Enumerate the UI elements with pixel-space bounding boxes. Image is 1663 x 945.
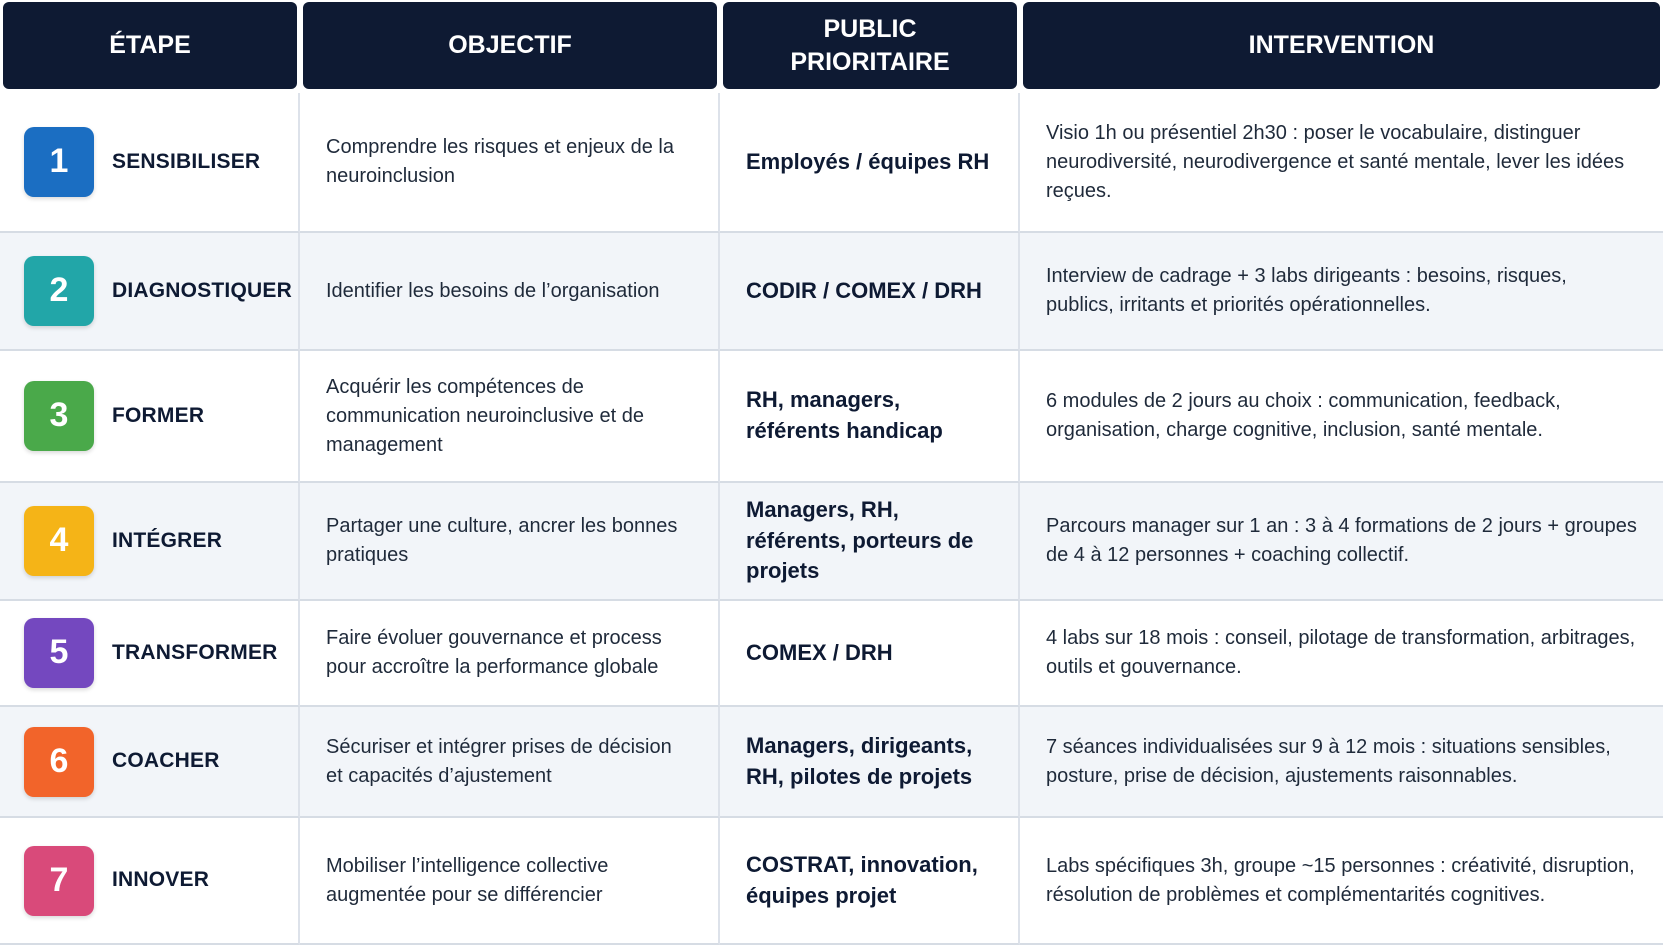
intervention-text: 7 séances individualisées sur 9 à 12 mois : situations sensibles, posture, prise de décision, ajustements raisonnables. [1046,735,1611,787]
public-cell [720,707,1020,818]
objective-cell [300,601,720,707]
step-name: DIAGNOSTIQUER [112,278,292,302]
step-number-badge: 5 [24,618,94,688]
objective-cell [300,818,720,945]
public-cell [720,818,1020,945]
intervention-cell [1020,818,1663,945]
step-name: SENSIBILISER [112,149,261,173]
header-objectif: OBJECTIF [303,2,717,89]
step-cell [0,233,300,351]
header-intervention: INTERVENTION [1023,2,1660,89]
objective-text: Sécuriser et intégrer prises de décision et capacités d’ajustement [326,735,672,787]
public-cell [720,233,1020,351]
step-number-badge: 4 [24,506,94,576]
step-name: TRANSFORMER [112,640,278,664]
intervention-cell [1020,351,1663,483]
public-cell [720,351,1020,483]
public-text: Managers, dirigeants, RH, pilotes de projets [746,732,973,789]
objective-cell [300,483,720,601]
intervention-cell [1020,707,1663,818]
header-public-prioritaire: PUBLIC PRIORITAIRE [723,2,1017,89]
intervention-text: Parcours manager sur 1 an : 3 à 4 formations de 2 jours + groupes de 4 à 12 personnes + coaching collectif. [1046,515,1637,566]
public-text: RH, managers, référents handicap [746,387,943,443]
step-cell [0,351,300,483]
step-name: COACHER [112,749,220,773]
step-cell [0,93,300,233]
intervention-text: Labs spécifiques 3h, groupe ~15 personnes : créativité, disruption, résolution de problèmes et complémentarités cognitives. [1046,854,1635,906]
intervention-cell [1020,601,1663,707]
header-etape: ÉTAPE [3,2,297,89]
intervention-text: 6 modules de 2 jours au choix : communication, feedback, organisation, charge cognitive, inclusion, santé mentale. [1046,390,1561,441]
public-text: Employés / équipes RH [746,148,990,174]
step-cell [0,818,300,945]
objective-cell [300,93,720,233]
step-name: FORMER [112,403,205,427]
objective-cell [300,351,720,483]
intervention-cell [1020,93,1663,233]
objective-cell [300,707,720,818]
step-name: INNOVER [112,868,210,892]
objective-text: Faire évoluer gouvernance et process pour accroître la performance globale [326,627,662,678]
intervention-cell [1020,483,1663,601]
public-cell [720,601,1020,707]
intervention-text: Visio 1h ou présentiel 2h30 : poser le vocabulaire, distinguer neurodiversité, neurodivergence et santé mentale, lever les idées reçues. [1046,121,1625,202]
public-text: COSTRAT, innovation, équipes projet [746,851,978,908]
step-number-badge: 6 [24,727,94,797]
step-number-badge: 7 [24,846,94,916]
public-text: Managers, RH, référents, porteurs de projets [746,496,974,584]
objective-text: Comprendre les risques et enjeux de la neuroinclusion [326,136,674,187]
step-name: INTÉGRER [112,528,223,552]
objective-text: Acquérir les compétences de communication neuroinclusive et de management [326,375,644,456]
public-text: CODIR / COMEX / DRH [746,277,982,303]
step-cell [0,483,300,601]
objective-text: Partager une culture, ancrer les bonnes pratiques [326,515,678,566]
public-cell [720,93,1020,233]
step-cell [0,601,300,707]
objective-cell [300,233,720,351]
step-number-badge: 2 [24,256,94,326]
step-cell [0,707,300,818]
intervention-text: Interview de cadrage + 3 labs dirigeants : besoins, risques, publics, irritants et priorités opérationnelles. [1046,265,1567,316]
public-text: COMEX / DRH [746,639,893,665]
objective-text: Mobiliser l’intelligence collective augmentée pour se différencier [326,854,609,906]
public-cell [720,483,1020,601]
intervention-cell [1020,233,1663,351]
step-number-badge: 1 [24,127,94,197]
objective-text: Identifier les besoins de l’organisation [326,279,660,302]
step-number-badge: 3 [24,381,94,451]
intervention-text: 4 labs sur 18 mois : conseil, pilotage de transformation, arbitrages, outils et gouvernance. [1046,627,1636,678]
